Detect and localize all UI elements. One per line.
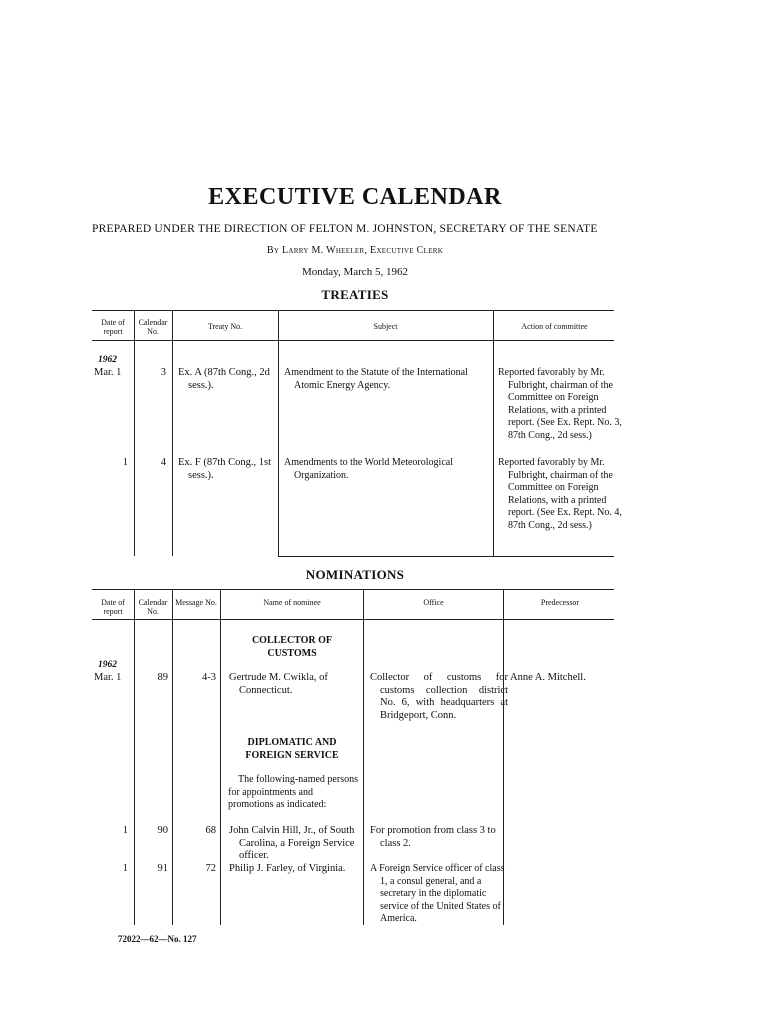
calendar-number: 90 <box>157 825 168 836</box>
year-label: 1962 <box>98 660 117 670</box>
document-title: EXECUTIVE CALENDAR <box>208 184 502 210</box>
column-header-predecessor: Predecessor <box>540 598 580 607</box>
column-rule <box>220 589 221 925</box>
date-of-report: 1 <box>122 863 128 874</box>
year-label: 1962 <box>98 355 117 365</box>
message-number: 4-3 <box>202 672 216 683</box>
column-rule <box>172 589 173 925</box>
column-rule <box>493 310 494 556</box>
section-heading-customs: COLLECTOR OF CUSTOMS <box>251 635 333 659</box>
section-heading-diplomatic: DIPLOMATIC AND FOREIGN SERVICE <box>245 737 339 761</box>
date-of-report: Mar. 1 <box>94 672 122 683</box>
treaty-number: Ex. F (87th Cong., 1st sess.). <box>178 457 272 481</box>
committee-action: Reported favorably by Mr. Fulbright, chairman of the Committee on Foreign Relations, with a printed report. (See Ex. Rept. No. 4, 87th Cong., 2d sess.) <box>498 457 622 531</box>
nominee-name: Philip J. Farley, of Virginia. <box>229 863 346 874</box>
column-header-action: Action of committee <box>521 322 588 331</box>
print-code-footer: 72022—62—No. 127 <box>118 934 197 944</box>
calendar-date: Monday, March 5, 1962 <box>302 266 408 278</box>
calendar-number: 89 <box>157 672 168 683</box>
nominee-name: John Calvin Hill, Jr., of South Carolina, a Foreign Service officer. <box>229 825 355 862</box>
nominations-heading: NOMINATIONS <box>305 567 405 582</box>
table-rule <box>92 340 614 341</box>
column-header-office: Office <box>423 598 444 607</box>
table-rule <box>92 619 614 620</box>
treaties-heading: TREATIES <box>321 287 389 302</box>
column-header-calendar: Calendar No. <box>138 318 168 336</box>
date-of-report: 1 <box>122 825 128 836</box>
table-rule <box>278 556 614 557</box>
column-rule <box>134 310 135 556</box>
message-number: 72 <box>205 863 216 874</box>
column-header-subject: Subject <box>373 322 398 331</box>
office-description: For promotion from class 3 to class 2. <box>370 825 496 849</box>
calendar-number: 3 <box>160 367 166 378</box>
table-rule <box>92 310 614 311</box>
treaty-subject: Amendments to the World Meteorological Organization. <box>284 457 453 481</box>
calendar-number: 91 <box>157 863 168 874</box>
column-header-treaty: Treaty No. <box>207 322 243 331</box>
office-description: A Foreign Service officer of class 1, a consul general, and a secretary in the diplomatic service of the United States of America. <box>370 863 505 925</box>
table-rule <box>92 589 614 590</box>
calendar-number: 4 <box>160 457 166 468</box>
treaty-subject: Amendment to the Statute of the International Atomic Energy Agency. <box>284 367 468 391</box>
office-description: Collector of customs for customs collection district No. 6, with headquarters at Bridgeport, Conn. <box>370 672 508 721</box>
column-header-message: Message No. <box>175 598 217 607</box>
nominee-name: Gertrude M. Cwikla, of Connecticut. <box>229 672 328 696</box>
byline: By Larry M. Wheeler, Executive Clerk <box>266 245 444 256</box>
column-header-nominee: Name of nominee <box>263 598 321 607</box>
column-rule <box>278 310 279 556</box>
date-of-report: 1 <box>122 457 128 468</box>
prepared-line: PREPARED UNDER THE DIRECTION OF FELTON M. JOHNSTON, SECRETARY OF THE SENATE <box>92 223 598 235</box>
column-header-date: Date of report <box>101 318 125 336</box>
column-rule <box>172 310 173 556</box>
intro-paragraph: The following-named persons for appointments and promotions as indicated: <box>228 774 358 811</box>
treaty-number: Ex. A (87th Cong., 2d sess.). <box>178 367 270 391</box>
message-number: 68 <box>205 825 216 836</box>
column-header-date: Date of report <box>101 598 125 616</box>
date-of-report: Mar. 1 <box>94 367 122 378</box>
column-rule <box>134 589 135 925</box>
predecessor-name: Anne A. Mitchell. <box>510 672 586 683</box>
column-header-calendar: Calendar No. <box>138 598 168 616</box>
committee-action: Reported favorably by Mr. Fulbright, chairman of the Committee on Foreign Relations, with a printed report. (See Ex. Rept. No. 3, 87th Cong., 2d sess.) <box>498 367 622 441</box>
